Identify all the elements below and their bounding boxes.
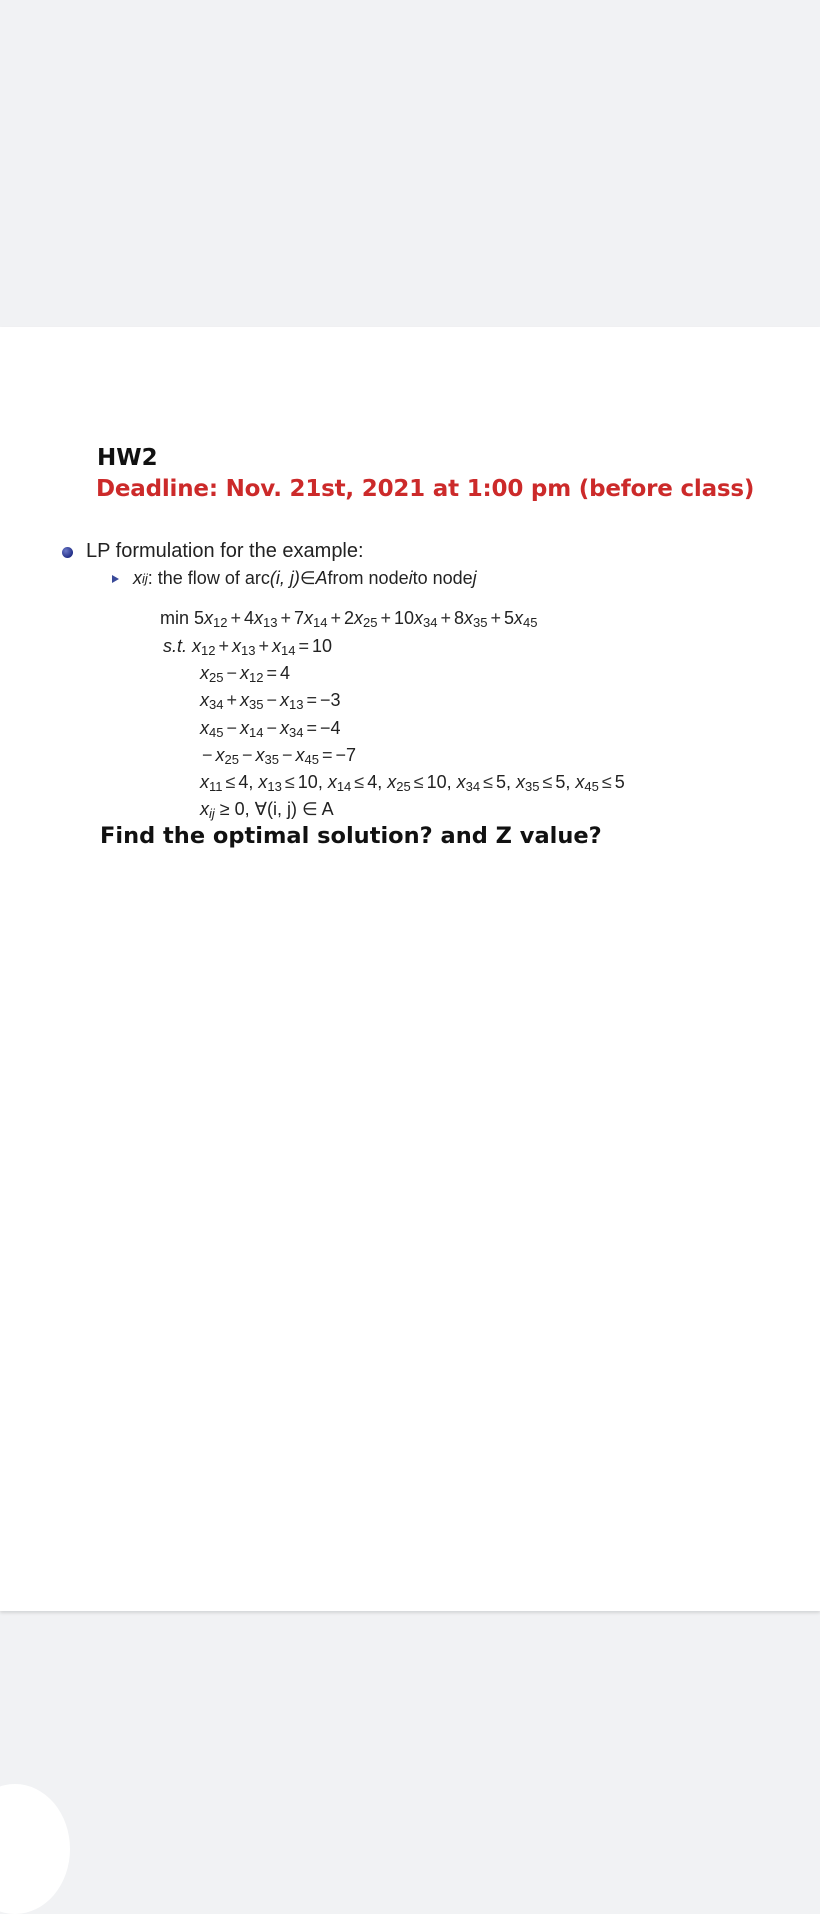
bullet-item xyxy=(62,540,364,563)
constraint-5: − $x_{25} - x_{35} - x_{45} = -7$ xyxy=(202,745,356,767)
definition-item: x ij : the flow of arc (i, j) ∈ A from node i to node j xyxy=(112,568,477,589)
nonnegativity-constraint: $x_{ij} \ge 0$, ∀(i, j) ∈ A xyxy=(200,799,334,821)
bound-constraints: $x_{11} \le 4$, $x_{13} \le 10$, $x_{14} \le 4$, $x_{25} \le 10$, $x_{34} \le 5$, $x_{35} \le 5$, $x_{45} \le 5$ xyxy=(200,772,625,794)
corner-decoration xyxy=(0,1784,70,1914)
constraint-2: $x_{25} - x_{12} = 4$ xyxy=(200,663,290,685)
constraint-1: s.t. $x_{12} + x_{13} + x_{14} = 10$ xyxy=(163,636,333,658)
bullet-dot-icon xyxy=(62,547,73,558)
constraint-3: $x_{34} + x_{35} - x_{13} = -3$ xyxy=(200,690,341,712)
constraint-4: $x_{45} - x_{14} - x_{34} = -4$ xyxy=(200,718,341,740)
document-page xyxy=(0,327,820,1611)
bullet-text: LP formulation for the example: xyxy=(86,540,364,562)
triangle-bullet-icon xyxy=(112,575,119,583)
deadline-text: Deadline: Nov. 21st, 2021 at 1:00 pm (before class) xyxy=(96,476,755,502)
question-text: Find the optimal solution? and Z value? xyxy=(100,823,602,849)
page-title: HW2 xyxy=(97,445,158,471)
objective-function: $\min 5x_{12} + 4x_{13} + 7x_{14} + 2x_{25} + 10x_{34} + 8x_{35} + 5x_{45}$ xyxy=(160,608,538,630)
